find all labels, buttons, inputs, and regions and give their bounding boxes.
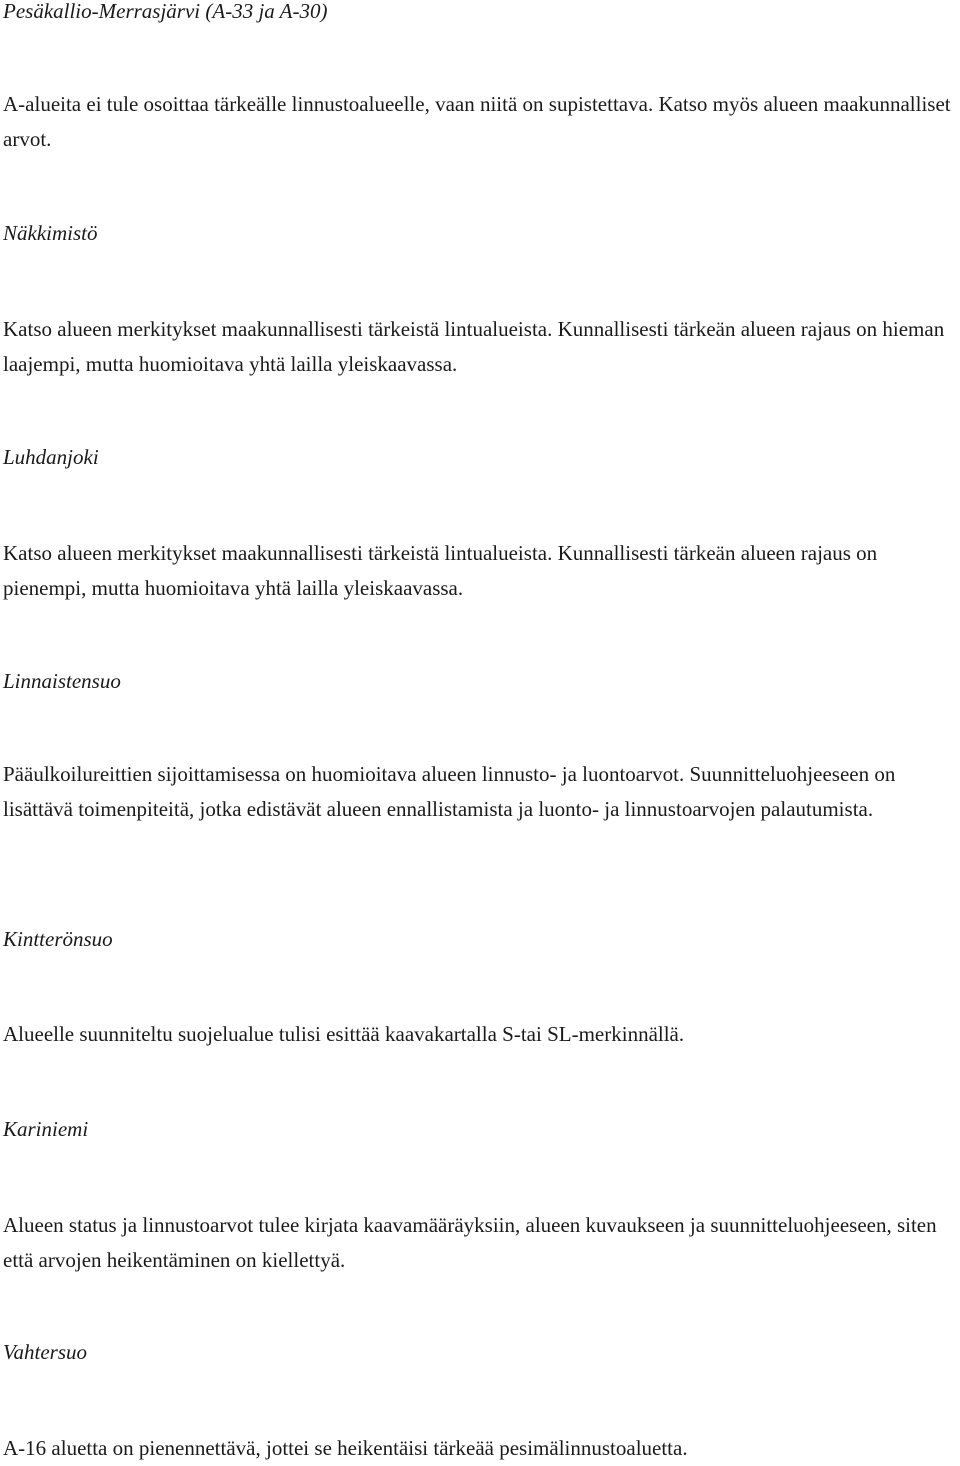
- section-paragraph-pesakallio: A-alueita ei tule osoittaa tärkeälle linnustoalueelle, vaan niitä on supistettava. Katso myös alueen maakunnalliset arvot.: [3, 92, 951, 151]
- section-paragraph-vahtersuo: A-16 aluetta on pienennettävä, jottei se heikentäisi tärkeää pesimälinnustoaluetta.: [3, 1436, 688, 1460]
- section-heading-kintteronsuo: Kintterönsuo: [3, 927, 113, 951]
- section-paragraph-linnaistensuo: Pääulkoilureittien sijoittamisessa on huomioitava alueen linnusto- ja luontoarvot. Suunnitteluohjeeseen on lisättävä toimenpiteitä, jotka edistävät alueen ennallistamista ja luonto- ja linnustoarvojen palautumista.: [3, 762, 896, 821]
- section-paragraph-kintteronsuo: Alueelle suunniteltu suojelualue tulisi esittää kaavakartalla S-tai SL-merkinnällä.: [3, 1022, 685, 1046]
- section-heading-nakkimisto: Näkkimistö: [3, 221, 98, 245]
- section-heading-luhdanjoki: Luhdanjoki: [3, 445, 99, 469]
- section-paragraph-kariniemi: Alueen status ja linnustoarvot tulee kirjata kaavamääräyksiin, alueen kuvaukseen ja suunnitteluohjeeseen, siten että arvojen heikentäminen on kiellettyä.: [3, 1213, 937, 1272]
- section-heading-pesakallio: Pesäkallio-Merrasjärvi (A-33 ja A-30): [3, 0, 328, 23]
- section-paragraph-nakkimisto: Katso alueen merkitykset maakunnallisesti tärkeistä lintualueista. Kunnallisesti tärkeän alueen rajaus on hieman laajempi, mutta huomioitava yhtä lailla yleiskaavassa.: [3, 317, 945, 376]
- section-heading-vahtersuo: Vahtersuo: [3, 1340, 87, 1364]
- section-paragraph-luhdanjoki: Katso alueen merkitykset maakunnallisesti tärkeistä lintualueista. Kunnallisesti tärkeän alueen rajaus on pienempi, mutta huomioitava yhtä lailla yleiskaavassa.: [3, 541, 878, 600]
- section-heading-kariniemi: Kariniemi: [3, 1117, 89, 1141]
- section-heading-linnaistensuo: Linnaistensuo: [3, 669, 121, 693]
